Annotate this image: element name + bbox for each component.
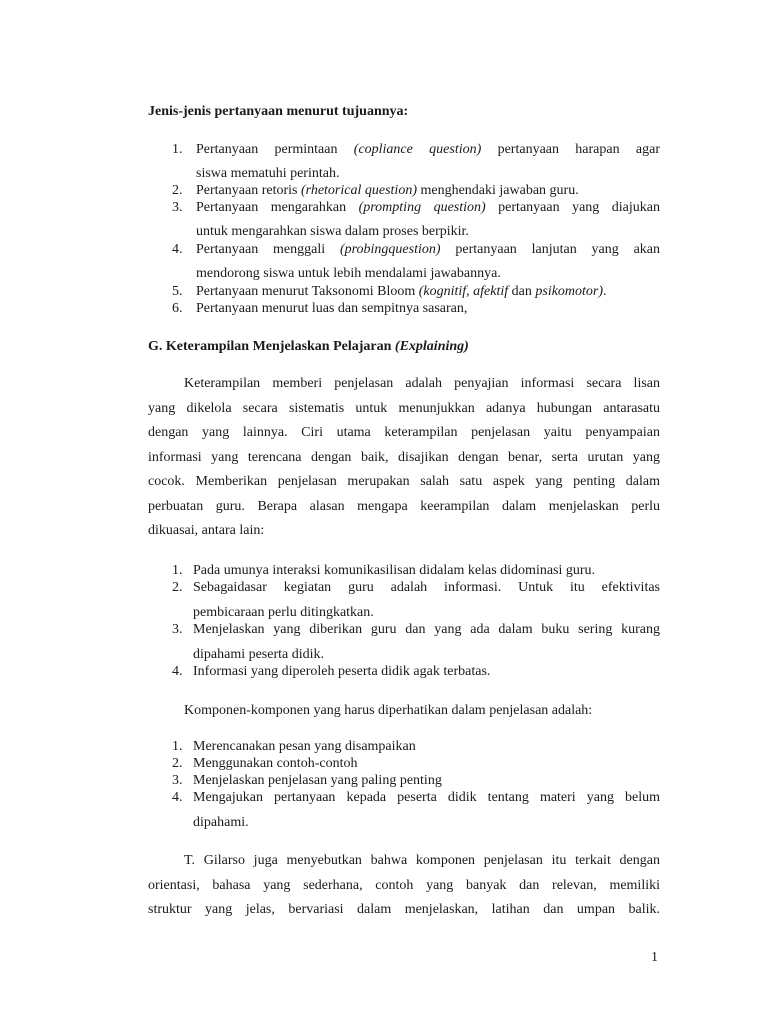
question-types-list: 1. Pertanyaan permintaan (copliance question) pertanyaan harapan agar siswa mematuhi perintah. 2. Pertanyaan retoris (rhetorical question) menghendaki jawaban guru. 3. Pertanyaan mengarahkan (prompting question) pertanyaan yang diajukan untuk mengarahkan siswa dalam proses berpikir. 4. Pertanyaan menggali (probingquestion) pertanyaan lanjutan yang akan mendorong siswa untuk lebih mendalami jawabannya. 5. Pertanyaan menurut Taksonomi Bloom (kognitif, afektif dan psikomotor). 6. Pertanyaan menurut luas dan sempitnya sasaran,: [172, 142, 661, 316]
components-intro: Komponen-komponen yang harus diperhatikan dalam penjelasan adalah:: [184, 703, 593, 718]
page-number: 1: [651, 950, 658, 965]
closing-paragraph: T. Gilarso juga menyebutkan bahwa komponen penjelasan itu terkait dengan orientasi, bahasa yang sederhana, contoh yang banyak dan relevan, memiliki struktur yang jelas, bervariasi dalam menjelaskan, latihan dan umpan balik.: [148, 853, 660, 917]
section-heading-question-types: Jenis-jenis pertanyaan menurut tujuannya:: [148, 104, 409, 119]
reasons-list: 1. Pada umunya interaksi komunikasilisan didalam kelas didominasi guru. 2. Sebagaidasar kegiatan guru adalah informasi. Untuk itu efektivitas pembicaraan perlu ditingkatkan. 3. Menjelaskan yang diberikan guru dan yang ada dalam buku sering kurang dipahami peserta didik. 4. Informasi yang diperoleh peserta didik agak terbatas.: [172, 563, 660, 679]
section-heading-explaining: G. Keterampilan Menjelaskan Pelajaran (Explaining): [148, 339, 469, 354]
explaining-paragraph: Keterampilan memberi penjelasan adalah penyajian informasi secara lisan yang dikelola secara sistematis untuk menunjukkan adanya hubungan antarasatu dengan yang lainnya. Ciri utama keterampilan penjelasan yaitu penyampaian informasi yang terencana dengan baik, disajikan dengan benar, serta urutan yang cocok. Memberikan penjelasan merupakan salah satu aspek yang penting dalam perbuatan guru. Berapa alasan mengapa keerampilan dalam menjelaskan perlu dikuasai, antara lain:: [148, 376, 660, 538]
components-list: 1. Merencanakan pesan yang disampaikan 2. Menggunakan contoh-contoh 3. Menjelaskan penjelasan yang paling penting 4. Mengajukan pertanyaan kepada peserta didik tentang materi yang belum dipahami.: [172, 739, 660, 830]
